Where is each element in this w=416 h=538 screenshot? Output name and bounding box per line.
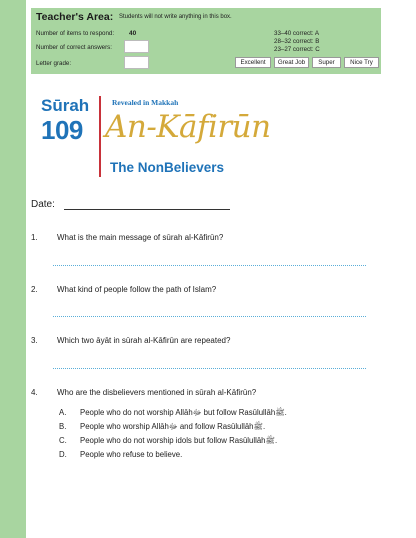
question-2-answer-line[interactable] [53, 316, 366, 317]
teacher-area-note: Students will not write anything in this box. [119, 14, 232, 20]
surah-number: 109 [41, 115, 83, 145]
grade-scale-c: 23–27 correct: C [274, 46, 320, 53]
option-b-letter: B. [59, 422, 67, 431]
option-d-letter: D. [59, 450, 67, 459]
question-2-text: What kind of people follow the path of Islam? [57, 285, 217, 294]
option-a-text[interactable]: People who do not worship Allāhﷻ but follow Rasūlullāhﷺ. [80, 408, 287, 417]
items-to-respond-value: 40 [129, 30, 137, 37]
revealed-in-makkah: Revealed in Makkah [112, 98, 179, 107]
option-d-text[interactable]: People who refuse to believe. [80, 450, 183, 459]
option-a-letter: A. [59, 408, 67, 417]
question-1-answer-line[interactable] [53, 265, 366, 266]
question-4-number: 4. [31, 388, 38, 397]
date-field[interactable] [64, 209, 230, 210]
option-c-letter: C. [59, 436, 67, 445]
correct-answers-field[interactable] [124, 40, 149, 53]
teacher-area-title: Teacher's Area: [36, 11, 114, 23]
question-2-number: 2. [31, 285, 38, 294]
nice-try-button[interactable]: Nice Try [344, 57, 379, 68]
surah-name-transliteration: An-Kāfirūn [105, 109, 271, 145]
super-button[interactable]: Super [312, 57, 341, 68]
letter-grade-label: Letter grade: [36, 60, 72, 67]
left-green-band [0, 0, 26, 538]
surah-label: Sūrah [41, 96, 90, 115]
letter-grade-field[interactable] [124, 56, 149, 69]
date-label: Date: [31, 199, 55, 210]
grade-scale-b: 28–32 correct: B [274, 38, 320, 45]
grade-scale-a: 33–40 correct: A [274, 30, 320, 37]
worksheet-page [26, 0, 416, 538]
surah-name-english: The NonBelievers [110, 160, 225, 175]
question-3-answer-line[interactable] [53, 368, 366, 369]
items-to-respond-label: Number of items to respond: [36, 30, 115, 37]
header-divider [99, 96, 101, 177]
question-3-number: 3. [31, 336, 38, 345]
excellent-button[interactable]: Excellent [235, 57, 271, 68]
great-job-button[interactable]: Great Job [274, 57, 309, 68]
option-b-text[interactable]: People who worship Allāhﷻ and follow Rasūlullāhﷺ. [80, 422, 266, 431]
question-3-text: Which two āyāt in sūrah al-Kāfirūn are repeated? [57, 336, 231, 345]
question-1-number: 1. [31, 233, 38, 242]
teacher-area-box [31, 8, 381, 74]
correct-answers-label: Number of correct answers: [36, 44, 112, 51]
question-1-text: What is the main message of sūrah al-Kāfirūn? [57, 233, 224, 242]
question-4-text: Who are the disbelievers mentioned in sūrah al-Kāfirūn? [57, 388, 257, 397]
option-c-text[interactable]: People who do not worship idols but follow Rasūlullāhﷺ. [80, 436, 278, 445]
